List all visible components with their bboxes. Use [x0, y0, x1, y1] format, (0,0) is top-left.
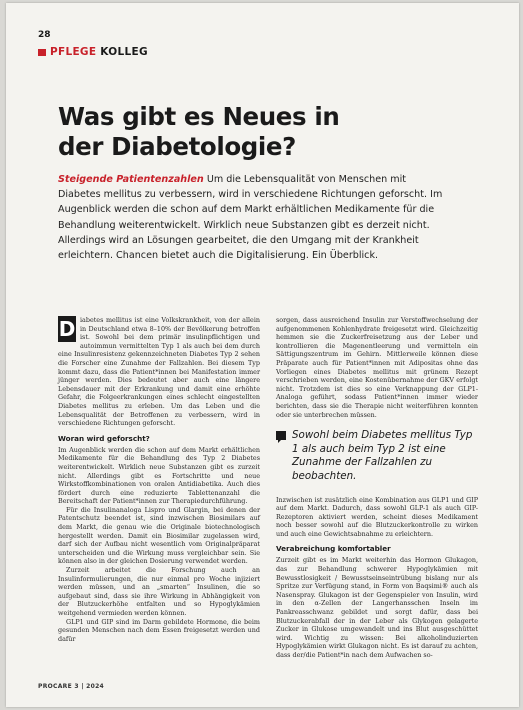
lead-text: Um die Lebensqualität von Menschen mit Diabetes mellitus zu verbessern, wird in verschiedene Richtungen geforscht. Im Augenblick werden die schon auf dem Markt erhältlichen Medikamente für die Behandlung weiterentwickelt. Wirklich neue Substanzen gibt es derzeit nicht. Allerdings wird an Lösungen gearbeitet, die den Umgang mit der Krankheit erleichtern. Chancen bietet auch die Digitalisierung. Ein Überblick. [58, 174, 443, 262]
pull-quote [276, 429, 478, 483]
body-column-right [276, 316, 478, 660]
intro-paragraph [58, 316, 260, 428]
intro-text: iabetes mellitus ist eine Volkskrankheit, von der allein in Deutschland etwa 8–10% der Bevölkerung betroffen ist. Sowohl bei dem primär insulinpflichtigen und autoimmun vermittelten Typ 1 als auch bei dem durch eine Insulinresistenz gekennzeichneten Diabetes Typ 2 sehen die Forscher eine Zunahme der Fallzahlen. Bei diesem Typ kommt dazu, dass die Patient*innen bei Manifestation immer jünger werden. Dies bedeutet aber auch eine längere Lebensdauer mit der Erkrankung und damit eine erhöhte Gefahr, die Folgeerkrankungen eines schlecht eingestellten Diabetes mellitus zu erleben. Um das Leben und die Lebensqualität der Betroffenen zu verbessern, wird in verschiedene Richtungen geforscht. [58, 316, 260, 428]
body-paragraph: Inzwischen ist zusätzlich eine Kombination aus GLP1 und GIP auf dem Markt. Dadurch, dass sowohl GLP-1 als auch GIP-Rezeptoren aktiviert werden, scheint dieses Medikament noch besser sowohl auf die Blutzuckerkontrolle zu wirken und auch eine Gewichtsabnahme zu erleichtern. [276, 495, 478, 538]
page-footer: PROCARE 3 | 2024 [38, 683, 105, 690]
magazine-page [6, 3, 519, 707]
body-paragraph: Zurzeit gibt es im Markt weiterhin das Hormon Glukagon, das zur Behandlung schwerer Hypoglykämien mit Bewusstlosigkeit / Bewusstseinseintrübung bislang nur als Spritze zur Verfügung stand, in Form von Baqsimi® auch als Nasenspray. Glukagon ist der Gegenspieler von Insulin, wird in den α-Zellen der Langerhansschen Inseln im Pankreasschwanz gebildet und sorgt dafür, dass bei Blutzuckerabfall der in der Leber als Glykogen gelagerte Zucker in Glukose umgewandelt und ins Blut ausgeschüttet wird. Wichtig zu wissen: Bei alkoholinduzierten Hypoglykämien wirkt Glukagon nicht. Es ist darauf zu achten, dass der/die Patient*in nach dem Aufwachen so- [276, 556, 478, 659]
rubric-marker [38, 49, 46, 56]
pull-quote-text: Sowohl beim Diabetes mellitus Typ 1 als auch beim Typ 2 ist eine Zunahme der Fallzahlen zu beobachten. [292, 429, 473, 482]
subheading-research: Woran wird geforscht? [58, 433, 150, 443]
rubric-part2: KOLLEG [100, 46, 148, 58]
body-column-left [58, 316, 260, 643]
body-paragraph: Im Augenblick werden die schon auf dem Markt erhältlichen Medikamente für die Behandlung des Typ 2 Diabetes weiterentwickelt. Wirklich neue Substanzen gibt es zurzeit nicht. Allerdings gibt es Fortschritte und neue Wirkstoffkombinationen von oralen Antidiabetika. Auch dies fördert durch eine reduzierte Tablettenanzahl die Bereitschaft der Patient*innen zur Therapiedurchführung. [58, 445, 260, 506]
section-rubric [50, 46, 148, 58]
lead-kicker: Steigende Patientenzahlen [58, 174, 204, 185]
dropcap: D [58, 317, 76, 341]
rubric-part1: PFLEGE [50, 46, 97, 58]
headline-line2: der Diabetologie? [58, 132, 296, 161]
body-paragraph: Zurzeit arbeitet die Forschung auch an Insulinformulierungen, die nur einmal pro Woche injiziert werden müssen, und an „smarten“ Insulinen, die so aufgebaut sind, dass sie ihre Wirkung in Abhängigkeit von der Blutzuckerhöhe entfalten und so Hypoglykämien weitgehend vermieden werden können. [58, 566, 260, 617]
body-paragraph: GLP1 und GIP sind im Darm gebildete Hormone, die beim gesunden Menschen nach dem Essen freigesetzt werden und dafür [58, 617, 260, 643]
body-paragraph: sorgen, dass ausreichend Insulin zur Verstoffwechselung der aufgenommenen Kohlenhydrate freigesetzt wird. Gleichzeitig hemmen sie die Zuckerfreisetzung aus der Leber und kontrollieren die Magenentleerung und vermitteln ein Sättigungszentrum im Gehirn. Mittlerweile können diese Präparate auch für Patient*innen mit Adipositas ohne das Vorliegen eines Diabetes mellitus mit grünem Rezept verschrieben werden, eine Kostenübernahme der GKV erfolgt nicht. Trotzdem ist dies so eine Verknappung der GLP1-Analoga geführt, sodass Patient*innen immer wieder berichten, dass sie die Therapie nicht weiterführen konnten oder sie unterbrechen müssen. [276, 316, 478, 419]
page-number: 28 [38, 30, 51, 40]
article-body [58, 316, 478, 686]
quote-icon [276, 431, 286, 440]
body-paragraph: Für die Insulinanaloga Lispro und Glargin, bei denen der Patentschutz beendet ist, sind inzwischen Biosimilars auf dem Markt, die genau wie die Originale biotechnologisch hergestellt werden. Damit ein Biosimilar zugelassen wird, darf sich der Aufbau nicht wesentlich vom Originalpräparat unterscheiden und die Wirkung muss vergleichbar sein. Sie können also in der gleichen Dosierung verwendet werden. [58, 505, 260, 566]
subheading-administration: Verabreichung komfortabler [276, 544, 391, 554]
article-headline [58, 102, 458, 162]
article-lead [58, 172, 448, 263]
headline-line1: Was gibt es Neues in [58, 102, 340, 131]
